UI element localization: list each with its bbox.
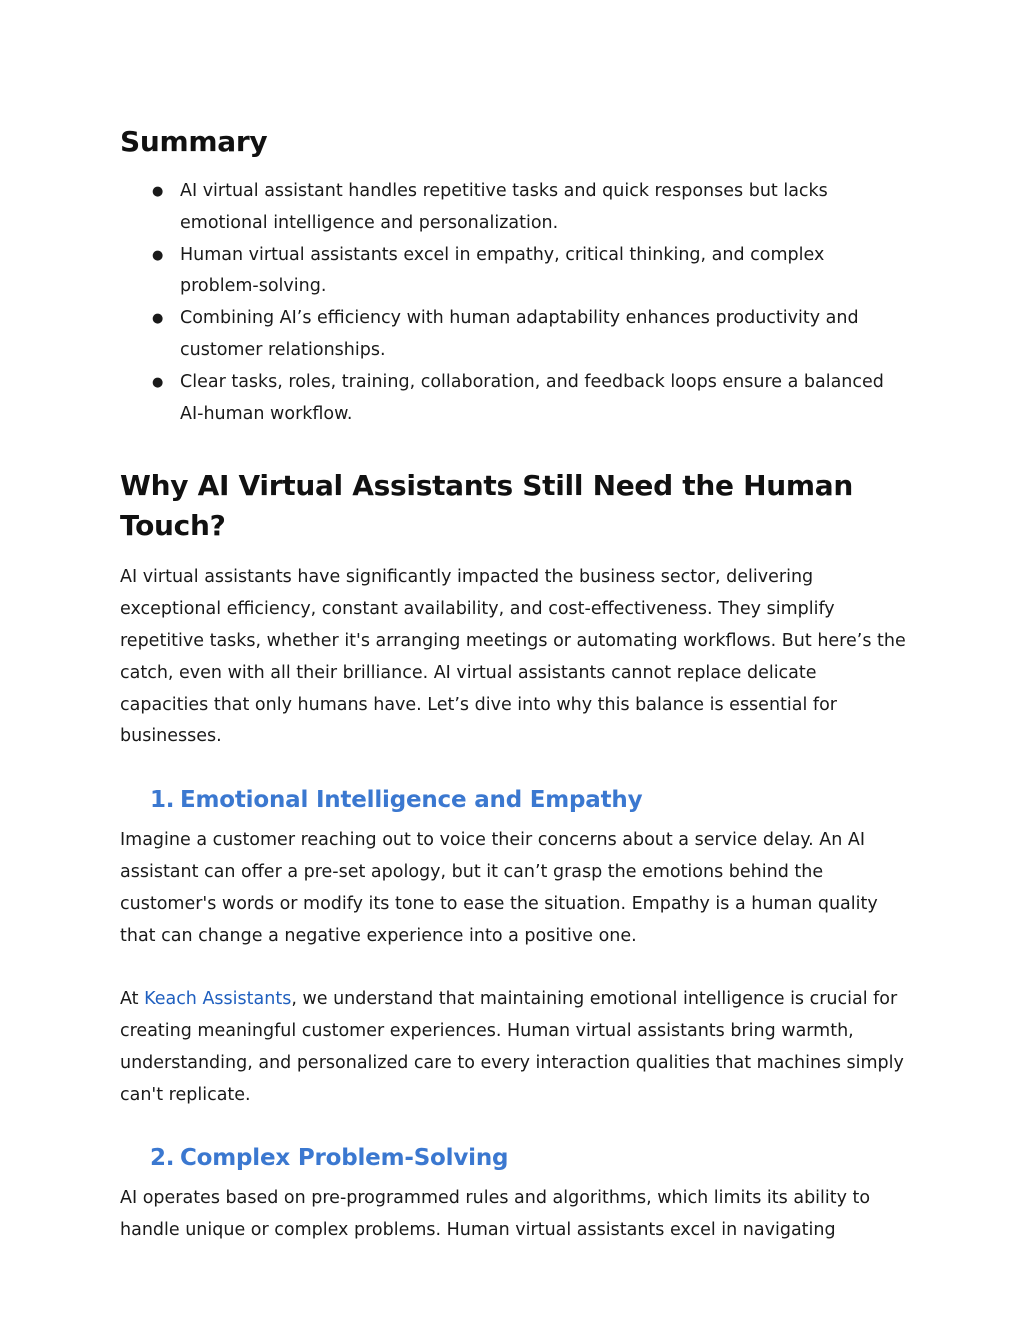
section-1-number: 1.: [150, 787, 175, 814]
summary-item-text: AI virtual assistant handles repetitive tasks and quick responses but lacks emotional intelligence and personalization.: [180, 181, 828, 233]
bullet-icon: ●: [152, 374, 164, 390]
document-content: [120, 122, 908, 1247]
summary-item-text: Clear tasks, roles, training, collaboration, and feedback loops ensure a balanced AI-human workflow.: [180, 371, 884, 424]
paragraph-suffix: , we understand that maintaining emotional intelligence is crucial for creating meaningful customer experiences. Human virtual assistants bring warmth, understanding, and personalized care to every interaction qualities that machines simply can't replicate.: [120, 989, 904, 1105]
list-item: [120, 240, 908, 304]
summary-item-text: Combining AI’s efficiency with human adaptability enhances productivity and customer relationships.: [180, 308, 859, 360]
why-intro-paragraph: AI virtual assistants have significantly impacted the business sector, delivering exceptional efficiency, constant availability, and cost-effectiveness. They simplify repetitive tasks, whether it's arranging meetings or automating workflows. But here’s the catch, even with all their brilliance. AI virtual assistants cannot replace delicate capacities that only humans have. Let’s dive into why this balance is essential for businesses.: [120, 567, 906, 747]
bullet-icon: ●: [152, 247, 164, 263]
section-2-number: 2.: [150, 1145, 175, 1172]
section-1-paragraph-2: [120, 984, 908, 1111]
summary-item-text: Human virtual assistants excel in empathy, critical thinking, and complex problem-solving.: [180, 244, 825, 297]
bullet-icon: ●: [152, 184, 164, 199]
section-1-title: Emotional Intelligence and Empathy: [180, 787, 643, 814]
list-item: [120, 176, 908, 240]
why-heading: Why AI Virtual Assistants Still Need the Human Touch?: [120, 469, 853, 543]
list-item: [120, 303, 908, 367]
bullet-icon: ●: [152, 311, 164, 327]
section-1-heading: [120, 783, 908, 817]
section-1-paragraph-1: Imagine a customer reaching out to voice their concerns about a service delay. An AI assistant can offer a pre-set apology, but it can’t grasp the emotions behind the customer's words or modify its tone to ease the situation. Empathy is a human quality that can change a negative experience into a positive one.: [120, 830, 878, 946]
list-item: [120, 367, 908, 431]
paragraph-prefix: At: [120, 989, 145, 1010]
summary-heading: Summary: [120, 125, 268, 158]
keach-assistants-link[interactable]: Keach Assistants: [144, 989, 292, 1010]
section-2-heading: [120, 1141, 908, 1175]
summary-list: [120, 176, 908, 430]
section-2-title: Complex Problem-Solving: [180, 1145, 509, 1172]
section-2-paragraph-1: AI operates based on pre-programmed rules and algorithms, which limits its ability to handle unique or complex problems. Human virtual assistants excel in navigating: [120, 1188, 871, 1241]
